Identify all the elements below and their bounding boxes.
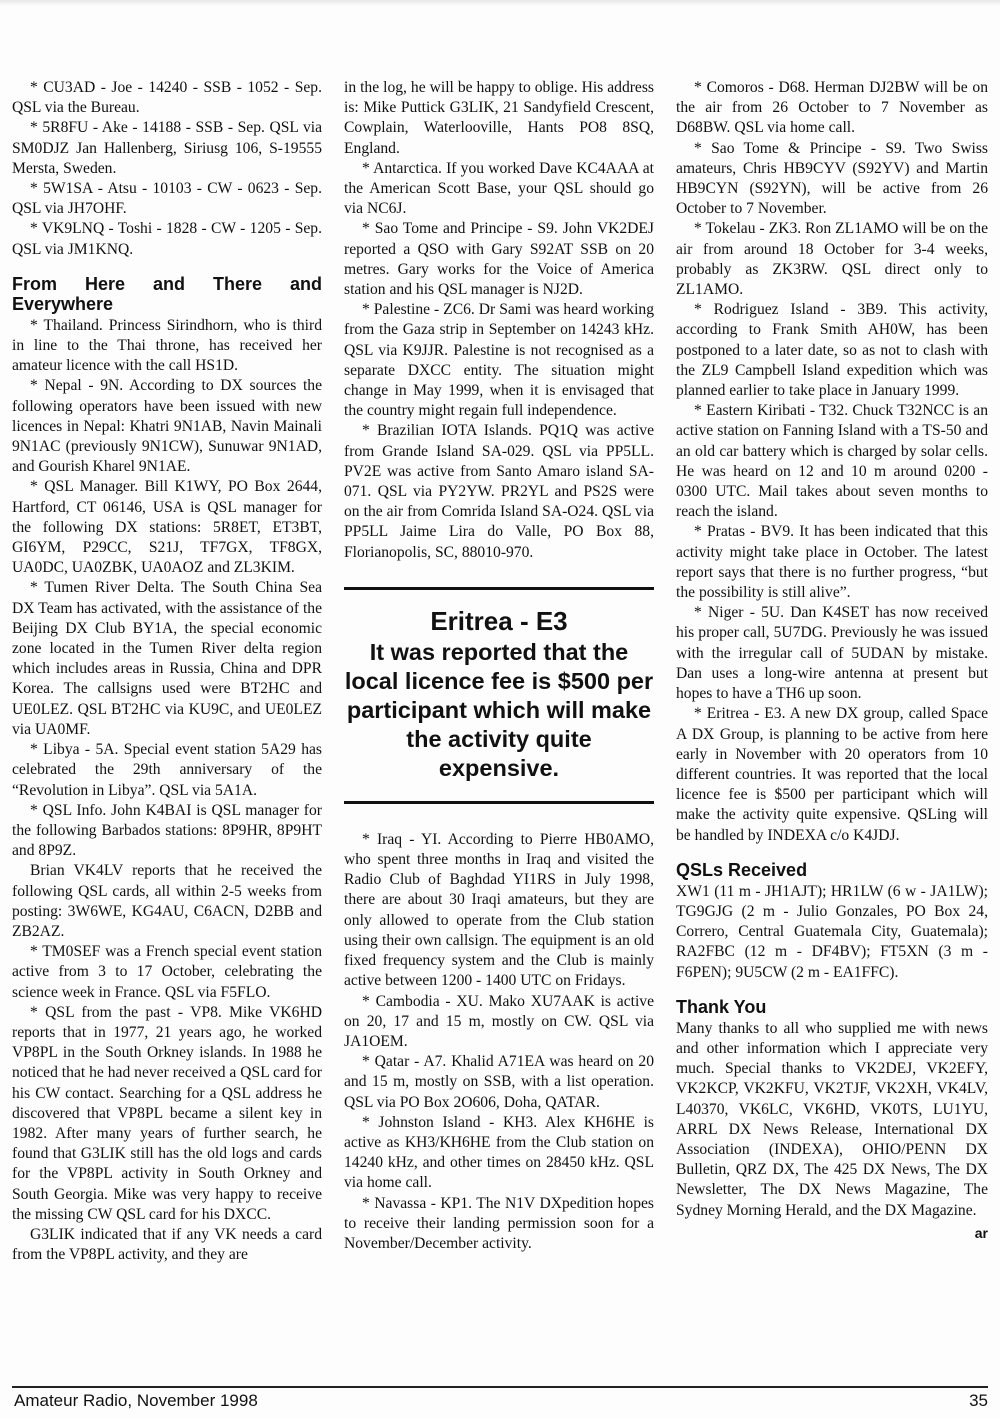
column-3 — [676, 78, 988, 1243]
paragraph: * QSL Manager. Bill K1WY, PO Box 2644, Hartford, CT 06146, USA is QSL manager for the following DX stations: 5R8ET, ET3BT, GI6YM, P29CC, S21J, TF7GX, TF8GX, UA0DC, UA0ZBK, UA0AOZ and ZL3KIM. — [12, 478, 322, 577]
paragraph: * Navassa - KP1. The N1V DXpedition hopes to receive their landing permission soon for a November/December activity. — [344, 1194, 654, 1252]
paragraph: * Palestine - ZC6. Dr Sami was heard working from the Gaza strip in September on 14243 kHz. QSL via K9JJR. Palestine is not recognised as a separate DXCC entity. The situation might change in May 1999, when it is envisaged that the country might regain full independence. — [344, 301, 654, 420]
paragraph: * QSL from the past - VP8. Mike VK6HD reports that in 1977, 21 years ago, he worked VP8PL in the South Orkney islands. In 1988 he noticed that he had never received a QSL card for his CW contact. Searching for a QSL address he discovered that VP8PL became a silent key in 1982. After many years of further search, he found that G3LIK still has the old logs and cards for the VP8PL activity in South Orkney and South Georgia. Mike was very happy to receive the missing CW QSL card for his DXCC. — [12, 1003, 322, 1223]
paragraph: * Antarctica. If you worked Dave KC4AAA at the American Scott Base, your QSL should go via NC6J. — [344, 159, 654, 218]
paragraph: * Thailand. Princess Sirindhorn, who is third in line to the Thai throne, has received her amateur licence with the call HS1D. — [12, 316, 322, 375]
paragraph: * Qatar - A7. Khalid A71EA was heard on 20 and 15 m, mostly on SSB, with a list operation. QSL via PO Box 2O606, Doha, QATAR. — [344, 1053, 654, 1111]
section-heading: From Here and There and Everywhere — [12, 273, 322, 314]
page-number: 35 — [969, 1391, 988, 1410]
paragraph: * 5W1SA - Atsu - 10103 - CW - 0623 - Sep. QSL via JH7OHF. — [12, 180, 322, 218]
paragraph: Many thanks to all who supplied me with news and other information which I appreciate very much. Special thanks to VK2DEJ, VK2EFY, VK2KCP, VK2KFU, VK2TJF, VK2XH, VK4LV, L40370, VK6LC, VK6HD, VK0TS, LU1YU, ARRL DX News Release, International DX Association (INDEXA), OHIO/PENN DX Bulletin, QRZ DX, The 425 DX News, The DX Newsletter, The DX News Magazine, The Sydney Morning Herald, and the DX Magazine. — [676, 1019, 988, 1219]
footer-rule — [12, 1386, 988, 1388]
scan-edge — [0, 0, 1000, 6]
section-heading: QSLs Received — [676, 859, 808, 880]
pull-quote-box — [344, 587, 654, 804]
paragraph: * Eastern Kiribati - T32. Chuck T32NCC is an active station on Fanning Island with a TS-50 and an old car battery which is charged by solar cells. He was heard on 12 and 10 m around 0200 - 0300 UTC. Mail takes about seven months to reach the island. — [676, 402, 988, 521]
pull-quote-title: Eritrea - E3 — [430, 605, 568, 636]
paragraph: XW1 (11 m - JH1AJT); HR1LW (6 w - JA1LW); TG9GJG (2 m - Julio Gonzales, PO Box 24, Correro, Central Guatemala City, Guatemala); RA2FBC (12 m - DF4BV); FT5XN (3 m - F6PEN); 9U5CW (2 m - EA1FFC). — [676, 882, 988, 981]
column-1 — [12, 78, 322, 1265]
paragraph: * VK9LNQ - Toshi - 1828 - CW - 1205 - Sep. QSL via JM1KNQ. — [12, 220, 322, 258]
section-heading: Thank You — [676, 996, 767, 1017]
paragraph: * Tokelau - ZK3. Ron ZL1AMO will be on the air from around 18 October for 3-4 weeks, probably as ZK3RW. QSL direct only to ZL1AMO. — [676, 220, 988, 299]
paragraph: * Nepal - 9N. According to DX sources the following operators have been issued with new licences in Nepal: Khatri 9N1AB, Navin Mainali 9N1AC (previously 9N1CW), Sunuwar 9N1AD, and Gourish Kharel 9N1AE. — [12, 377, 322, 476]
paragraph: * QSL Info. John K4BAI is QSL manager for the following Barbados stations: 8P9HR, 8P9HT and 8P9Z. — [12, 801, 322, 860]
paragraph: * Sao Tome and Principe - S9. John VK2DEJ reported a QSO with Gary S92AT SSB on 20 metres. Gary works for the Voice of America station and his QSL manager is NJ2D. — [344, 220, 654, 299]
paragraph: * Rodriguez Island - 3B9. This activity, according to Frank Smith AH0W, has been postponed to a later date, so as not to clash with the ZL9 Campbell Island expedition which was planned earlier to take place in January 1999. — [676, 301, 988, 400]
paragraph: * Eritrea - E3. A new DX group, called Space A DX Group, is planning to be active from here early in November with 20 operators from 10 different countries. It was reported that the local licence fee is $500 per participant which will make the activity quite expensive. QSLing will be handled by INDEXA c/o K4JDJ. — [676, 705, 988, 844]
paragraph: * Sao Tome & Principe - S9. Two Swiss amateurs, Chris HB9CYV (S92YV) and Martin HB9CYN (S92YN), will be active from 26 October to 7 November. — [676, 139, 988, 218]
paragraph: * Niger - 5U. Dan K4SET has now received his proper call, 5U7DG. Previously he was issued with the irregular call of 5UDAN by mistake. Dan uses a long-wire antenna at present but hopes to have a TH6 up soon. — [676, 604, 988, 703]
footer-publication: Amateur Radio, November 1998 — [14, 1391, 258, 1410]
paragraph: * TM0SEF was a French special event station active from 3 to 17 October, celebrating the science week in France. QSL via F5FLO. — [12, 943, 322, 1001]
paragraph: Brian VK4LV reports that he received the following QSL cards, all within 2-5 weeks from posting: 3W6WE, KG4AU, C6ACN, D2BB and ZB2AZ. — [12, 862, 322, 940]
paragraph: * CU3AD - Joe - 14240 - SSB - 1052 - Sep. QSL via the Bureau. — [12, 79, 322, 117]
paragraph: * Comoros - D68. Herman DJ2BW will be on the air from 26 October to 7 November as D68BW. QSL via home call. — [676, 79, 988, 137]
paragraph: * Brazilian IOTA Islands. PQ1Q was active from Grande Island SA-029. QSL via PP5LL. PV2E was active from Santo Amaro island SA-071. QSL via PY2YW. PR2YL and PS2S were on the air from Comrida Island SA-O24. QSL via PP5LL Jaime Lira do Valle, PO Box 88, Florianopolis, SC, 88010-970. — [344, 422, 654, 561]
paragraph: * Pratas - BV9. It has been indicated that this activity might take place in October. The latest report says that there is no further progress, “but the possibility is still alive”. — [676, 523, 988, 602]
paragraph: * Johnston Island - KH3. Alex KH6HE is active as KH3/KH6HE from the Club station on 14240 kHz, and other times on 28450 kHz. QSL via home call. — [344, 1113, 654, 1192]
paragraph: in the log, he will be happy to oblige. His address is: Mike Puttick G3LIK, 21 Sandyfield Crescent, Cowplain, Waterlooville, Hants PO8 8SQ, England. — [344, 79, 654, 157]
paragraph: * 5R8FU - Ake - 14188 - SSB - Sep. QSL via SM0DJZ Jan Hallenberg, Siriusg 106, S-19555 Mersta, Sweden. — [12, 119, 322, 177]
paragraph: * Libya - 5A. Special event station 5A29 has celebrated the 29th anniversary of the “Revolution in Libya”. QSL via 5A1A. — [12, 741, 322, 799]
paragraph: * Cambodia - XU. Mako XU7AAK is active on 20, 17 and 15 m, mostly on CW. QSL via JA1OEM. — [344, 992, 654, 1050]
paragraph: * Iraq - YI. According to Pierre HB0AMO, who spent three months in Iraq and visited the Radio Club of Baghdad YI1RS in July 1998, there are about 30 Iraqi amateurs, but they are only allowed to operate from the Club station using their own callsign. The equipment is an old fixed frequency system and the Club is mainly active between 1200 - 1400 UTC on Fridays. — [344, 830, 654, 990]
paragraph: G3LIK indicated that if any VK needs a card from the VP8PL activity, and they are — [12, 1225, 322, 1264]
author-signoff: ar — [974, 1224, 988, 1241]
paragraph: * Tumen River Delta. The South China Sea DX Team has activated, with the assistance of the Beijing DX Club BY1A, the special economic zone located in the Tumen River delta region which includes areas in Russia, China and DPR Korea. The callsigns used were BT2HC and UE0LEZ. QSL BT2HC via KU9C, and UE0LEZ via UA0MF. — [12, 579, 322, 738]
pull-quote-text: It was reported that the local licence fee is $500 per participant which will make the activity quite expensive. — [344, 638, 654, 781]
column-2 — [344, 78, 654, 1254]
